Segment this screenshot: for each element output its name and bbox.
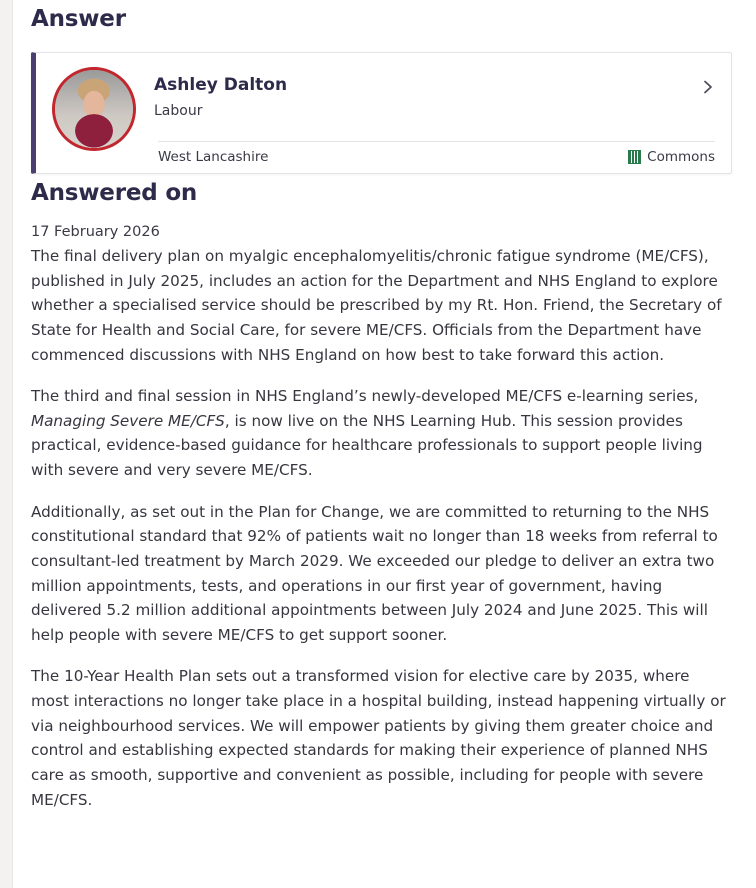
member-party: Labour — [154, 103, 203, 119]
avatar-photo — [55, 70, 133, 148]
answer-content — [13, 0, 756, 812]
member-identity — [154, 67, 287, 119]
member-house — [628, 149, 715, 165]
member-constituency: West Lancashire — [158, 149, 269, 165]
member-card[interactable] — [31, 52, 732, 174]
chevron-right-icon[interactable] — [701, 79, 715, 93]
answer-date: 17 February 2026 — [31, 224, 160, 240]
answer-paragraph-1: The final delivery plan on myalgic encephalomyelitis/chronic fatigue syndrome (ME/CFS), published in July 2025, includes an action for the Department and NHS England to explore whether a specialised service should be prescribed by my Rt. Hon. Friend, the Secretary of State for Health and Social Care, for severe ME/CFS. Officials from the Department have commenced discussions with NHS England on how best to take forward this action. — [31, 247, 722, 364]
member-meta — [158, 149, 715, 165]
member-name: Ashley Dalton — [154, 75, 288, 95]
left-gutter — [0, 0, 13, 888]
portcullis-icon — [628, 150, 641, 164]
answer-paragraph-2-before: The third and final session in NHS England’s newly-developed ME/CFS e-learning series, — [31, 387, 699, 406]
answer-paragraph-3: Additionally, as set out in the Plan for Change, we are committed to returning to the NHS constitutional standard that 92% of patients wait no longer than 18 weeks from referral to consultant-led treatment by March 2029. We exceeded our pledge to deliver an extra two million appointments, tests, and operations in our first year of government, having delivered 5.2 million additional appointments between July 2024 and June 2025. This will help people with severe ME/CFS to get support sooner. — [31, 502, 718, 644]
course-title: Managing Severe ME/CFS — [31, 411, 225, 430]
answer-paragraph-4: The 10-Year Health Plan sets out a transformed vision for elective care by 2035, where most interactions no longer take place in a hospital building, instead happening virtually or via neighbourhood services. We will empower patients by giving them greater choice and control and establishing expected standards for making their experience of planned NHS care as smooth, supportive and convenient as possible, including for people with severe ME/CFS. — [31, 667, 726, 809]
answer-heading: Answer — [31, 6, 126, 32]
avatar — [52, 67, 136, 151]
answer-paragraph-2-after: , is now live on the NHS Learning Hub. This session provides practical, evidence-based guidance for healthcare professionals to support people living with severe and very severe ME/CFS. — [31, 411, 703, 479]
answer-paragraph-2 — [31, 384, 732, 483]
member-summary — [52, 67, 715, 151]
member-card-divider — [158, 141, 715, 142]
member-house-label: Commons — [647, 149, 715, 165]
answered-on-heading: Answered on — [31, 180, 198, 206]
